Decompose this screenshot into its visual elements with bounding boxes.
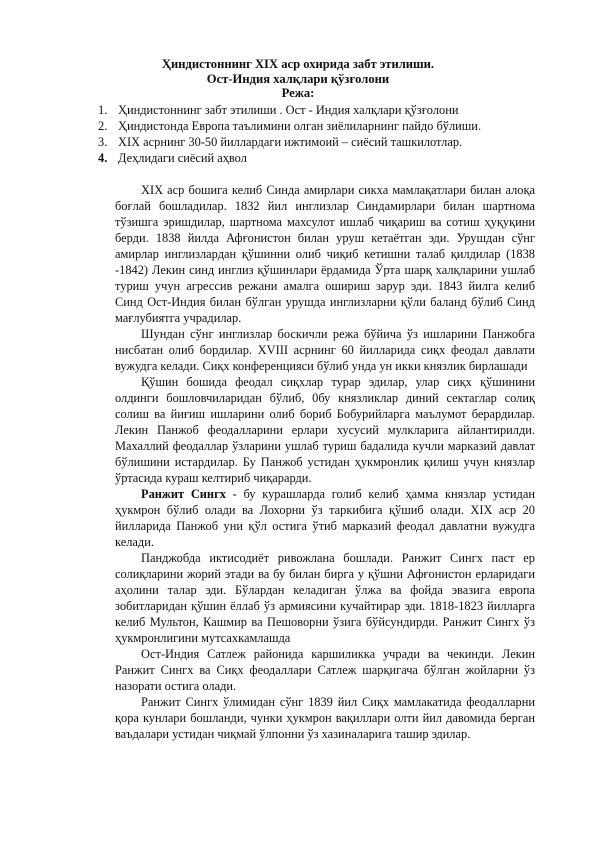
plan-item bbox=[98, 134, 538, 150]
plan-item bbox=[98, 102, 538, 118]
document-subtitle: Ост-Индия халқлари қўзғолони bbox=[206, 72, 390, 86]
plan-item-number: 4. bbox=[98, 151, 108, 165]
paragraph: Шундан сўнг инглизлар боскичли режа бўйича ўз ишларини Панжобга нисбатан олиб бордилар. XVIII асрнинг 60 йилларида сиқх феодал давлати вужудга келади. Сиқх конференцияси бўлиб унда ун икки князлик бирлашади bbox=[115, 327, 535, 373]
document-body bbox=[115, 182, 535, 742]
plan-item-number: 3. bbox=[98, 135, 108, 149]
paragraph: Қўшин бошида феодал сиқхлар турар эдилар, улар сиқх қўшинини олдинги бошловчиларидан бўлиб, 0бу князликлар диний сектаглар солиқ солиш ва йиғиш ишларини олиб бориб Бобурийларга маълумот берардилар. Лекин Панжоб феодалларини ерлари хусусий мулкларига айлантирилди. Махаллий феодаллар ўзларини ушлаб туриш бадалида кучли марказий давлат бўлишини истардилар. Бу Панжоб устидан ҳукмронлик қилиш учун князлар ўртасида кураш келтириб чиқарарди. bbox=[115, 375, 535, 485]
paragraph: Ост-Индия Сатлеж районида каршиликка учради ва чекинди. Лекин Ранжит Сингх ва Сиқх феодаллари Сатлеж шарқигача бўлган жойларни ўз назорати остига олади. bbox=[115, 647, 535, 693]
paragraph-text: - бу курашларда голиб келиб ҳамма князлар устидан ҳукмрон бўлиб олади ва Лохорни ўз таркибига қўшиб олади. XIX аср 20 йилларида Панжоб уни қўл остига ўтиб марказий феодал давлатни вужудга келади. bbox=[115, 487, 535, 549]
paragraph: Панджобда иктисодиёт ривожлана бошлади. Ранжит Сингх паст ер солиқларини жорий этади ва бу билан бирга у қўшни Афғонистон ерларидаги аҳолини талар эди. Бўлардан келадиган ўлжа ва фойда эвазига европа зобитларидан қўшин ёллаб ўз армиясини кучайтирар эди. 1818-1823 йилларга келиб Мультон, Кашмир ва Пешоворни ўзига бўйсундирди. Ранжит Сингх ўз ҳукмронлигини мутсахкамлашда bbox=[115, 551, 535, 645]
plan-item-text: Ҳиндистонда Европа таълимини олган зиёлиларнинг пайдо бўлиши. bbox=[118, 119, 482, 133]
paragraph: Ранжит Сингх ўлимидан сўнг 1839 йил Сиқх мамлакатида феодалларни қора кунлари бошланди, чунки ҳукмрон вақиллари олти йил давомида берган ваъдалари устидан чиқмай ўлпонни ўз хазиналарига ташир эдилар. bbox=[115, 695, 535, 741]
plan-item bbox=[98, 150, 538, 166]
plan-list bbox=[98, 102, 538, 166]
plan-item-number: 2. bbox=[98, 119, 108, 133]
plan-item bbox=[98, 118, 538, 134]
plan-heading: Режа: bbox=[281, 86, 315, 100]
document-title: Ҳиндистоннинг XIX аср охирида забт этилиши. bbox=[161, 57, 435, 71]
plan-item-text: XIX асрнинг 30-50 йиллардаги ижтимоий – сиёсий ташкилотлар. bbox=[118, 135, 463, 149]
person-name: Ранжит Сингх bbox=[141, 487, 226, 501]
plan-item-text: Деҳлидаги сиёсий аҳвол bbox=[118, 151, 247, 165]
paragraph: XIX аср бошига келиб Синда амирлари сикха мамлақатлари билан алоқа боғлай бошладилар. 1832 йил инглизлар Синдамирлари билан шартнома тўзишга эришдилар, шартнома махсулот ишлаб чиқариш ва сотиш ҳуқуқини берди. 1838 йилда Афғонистон билан уруш кетаётган эди. Урушдан сўнг амирлар инглизлардан қўшинни олиб чиқиб кетишни талаб қилдилар (1838 -1842) Лекин синд инглиз қўшинлари ёрдамида Ўрта шарқ халқларини ушлаб туриш учун агрессив режани амалга ошириш заруp эди. 1843 йилга келиб Синд Ост-Индия билан бўлган урушда инглизларни қўли баланд бўлиб Синд мағлубиятга учрадилар. bbox=[115, 183, 535, 325]
plan-item-number: 1. bbox=[98, 103, 108, 117]
paragraph bbox=[115, 486, 535, 550]
plan-item-text: Ҳиндистоннинг забт этилиши . Ост - Индия халқлари қўзғолони bbox=[118, 103, 459, 117]
